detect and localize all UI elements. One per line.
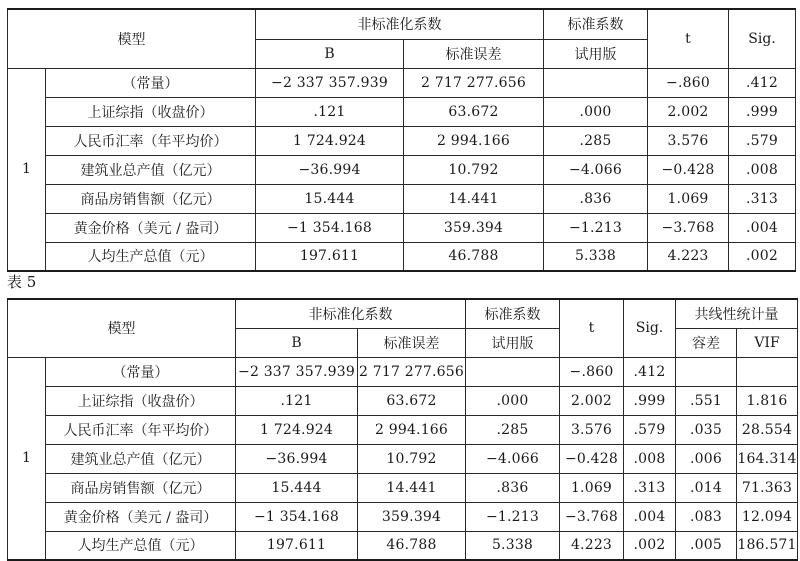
b-value: −36.994	[256, 155, 404, 184]
t-value: 2.002	[560, 386, 624, 415]
table-row	[8, 473, 798, 502]
tolerance-value	[676, 357, 737, 386]
vif-value: 71.363	[737, 473, 798, 502]
sig-value: .004	[729, 213, 796, 242]
t-value: 1.069	[560, 473, 624, 502]
std-error-value: 46.788	[404, 242, 544, 271]
header-trial: 试用版	[466, 328, 560, 357]
header-standardized: 标准系数	[544, 9, 648, 39]
sig-value: .004	[624, 502, 676, 531]
t-value: 1.069	[648, 184, 729, 213]
beta-value: .285	[544, 126, 648, 155]
beta-value: −1.213	[466, 502, 560, 531]
model-number: 1	[8, 68, 46, 271]
table-row	[8, 502, 798, 531]
vif-value: 186.571	[737, 531, 798, 560]
b-value: .121	[256, 97, 404, 126]
beta-value	[466, 357, 560, 386]
b-value: 15.444	[236, 473, 358, 502]
tolerance-value: .014	[676, 473, 737, 502]
table-row	[8, 531, 798, 560]
header-trial: 试用版	[544, 39, 648, 68]
table-row	[8, 184, 796, 213]
b-value: 1 724.924	[256, 126, 404, 155]
sig-value: .412	[729, 68, 796, 97]
variable-name: 黄金价格（美元 / 盎司）	[46, 213, 256, 242]
beta-value: .000	[544, 97, 648, 126]
b-value: 1 724.924	[236, 415, 358, 444]
sig-value: .008	[624, 444, 676, 473]
table-row	[8, 97, 796, 126]
table-5-caption: 表 5	[7, 273, 37, 291]
header-b: B	[256, 39, 404, 68]
t-value: 3.576	[560, 415, 624, 444]
std-error-value: 46.788	[358, 531, 466, 560]
variable-name: 人民币汇率（年平均价）	[46, 126, 256, 155]
header-std-error: 标准误差	[358, 328, 466, 357]
b-value: 197.611	[256, 242, 404, 271]
sig-value: .412	[624, 357, 676, 386]
std-error-value: 2 717 277.656	[358, 357, 466, 386]
table-row	[8, 357, 798, 386]
std-error-value: 10.792	[404, 155, 544, 184]
vif-value: 1.816	[737, 386, 798, 415]
table5-body	[8, 357, 798, 560]
variable-name: 人均生产总值（元）	[46, 531, 236, 560]
b-value: −2 337 357.939	[236, 357, 358, 386]
std-error-value: 10.792	[358, 444, 466, 473]
header-tolerance: 容差	[676, 328, 737, 357]
t-value: 3.576	[648, 126, 729, 155]
beta-value: −1.213	[544, 213, 648, 242]
beta-value: .836	[544, 184, 648, 213]
beta-value: .285	[466, 415, 560, 444]
table-row	[8, 155, 796, 184]
tolerance-value: .035	[676, 415, 737, 444]
table-row	[8, 126, 796, 155]
t-value: −0.428	[648, 155, 729, 184]
variable-name: 人民币汇率（年平均价）	[46, 415, 236, 444]
table-row	[8, 415, 798, 444]
tolerance-value: .083	[676, 502, 737, 531]
beta-value: −4.066	[466, 444, 560, 473]
t-value: 4.223	[560, 531, 624, 560]
vif-value: 12.094	[737, 502, 798, 531]
std-error-value: 63.672	[404, 97, 544, 126]
t-value: 4.223	[648, 242, 729, 271]
header-t: t	[648, 9, 729, 68]
vif-value	[737, 357, 798, 386]
b-value: 197.611	[236, 531, 358, 560]
header-model: 模型	[8, 9, 256, 68]
table-row	[8, 386, 798, 415]
beta-value: 5.338	[466, 531, 560, 560]
tolerance-value: .551	[676, 386, 737, 415]
coefficients-table-5	[7, 298, 798, 561]
variable-name: 黄金价格（美元 / 盎司）	[46, 502, 236, 531]
t-value: −3.768	[560, 502, 624, 531]
sig-value: .999	[624, 386, 676, 415]
header-model: 模型	[8, 299, 236, 357]
tolerance-value: .005	[676, 531, 737, 560]
sig-value: .999	[729, 97, 796, 126]
variable-name: 商品房销售额（亿元）	[46, 473, 236, 502]
header-b: B	[236, 328, 358, 357]
sig-value: .002	[729, 242, 796, 271]
table-row	[8, 68, 796, 97]
std-error-value: 2 717 277.656	[404, 68, 544, 97]
header-standardized: 标准系数	[466, 299, 560, 328]
header-sig: Sig.	[729, 9, 796, 68]
table-row	[8, 213, 796, 242]
sig-value: .313	[624, 473, 676, 502]
sig-value: .313	[729, 184, 796, 213]
header-unstandardized: 非标准化系数	[256, 9, 544, 39]
t-value: −3.768	[648, 213, 729, 242]
variable-name: 建筑业总产值（亿元）	[46, 444, 236, 473]
model-number: 1	[8, 357, 46, 560]
coefficients-table-4	[7, 8, 796, 272]
sig-value: .579	[729, 126, 796, 155]
b-value: −2 337 357.939	[256, 68, 404, 97]
sig-value: .579	[624, 415, 676, 444]
t-value: −0.428	[560, 444, 624, 473]
std-error-value: 359.394	[404, 213, 544, 242]
t-value: −.860	[648, 68, 729, 97]
variable-name: 商品房销售额（亿元）	[46, 184, 256, 213]
std-error-value: 359.394	[358, 502, 466, 531]
variable-name: （常量）	[46, 68, 256, 97]
beta-value: −4.066	[544, 155, 648, 184]
b-value: .121	[236, 386, 358, 415]
b-value: −36.994	[236, 444, 358, 473]
variable-name: 人均生产总值（元）	[46, 242, 256, 271]
table-row	[8, 444, 798, 473]
beta-value: 5.338	[544, 242, 648, 271]
variable-name: （常量）	[46, 357, 236, 386]
std-error-value: 2 994.166	[404, 126, 544, 155]
std-error-value: 14.441	[358, 473, 466, 502]
vif-value: 28.554	[737, 415, 798, 444]
t-value: −.860	[560, 357, 624, 386]
std-error-value: 63.672	[358, 386, 466, 415]
table-row	[8, 242, 796, 271]
sig-value: .008	[729, 155, 796, 184]
table4-body	[8, 68, 796, 271]
vif-value: 164.314	[737, 444, 798, 473]
header-std-error: 标准误差	[404, 39, 544, 68]
tolerance-value: .006	[676, 444, 737, 473]
header-t: t	[560, 299, 624, 357]
header-collinearity: 共线性统计量	[676, 299, 798, 328]
header-sig: Sig.	[624, 299, 676, 357]
header-unstandardized: 非标准化系数	[236, 299, 466, 328]
b-value: −1 354.168	[256, 213, 404, 242]
header-vif: VIF	[737, 328, 798, 357]
std-error-value: 14.441	[404, 184, 544, 213]
sig-value: .002	[624, 531, 676, 560]
beta-value: .836	[466, 473, 560, 502]
variable-name: 建筑业总产值（亿元）	[46, 155, 256, 184]
beta-value	[544, 68, 648, 97]
t-value: 2.002	[648, 97, 729, 126]
variable-name: 上证综指（收盘价）	[46, 386, 236, 415]
variable-name: 上证综指（收盘价）	[46, 97, 256, 126]
b-value: −1 354.168	[236, 502, 358, 531]
beta-value: .000	[466, 386, 560, 415]
std-error-value: 2 994.166	[358, 415, 466, 444]
b-value: 15.444	[256, 184, 404, 213]
